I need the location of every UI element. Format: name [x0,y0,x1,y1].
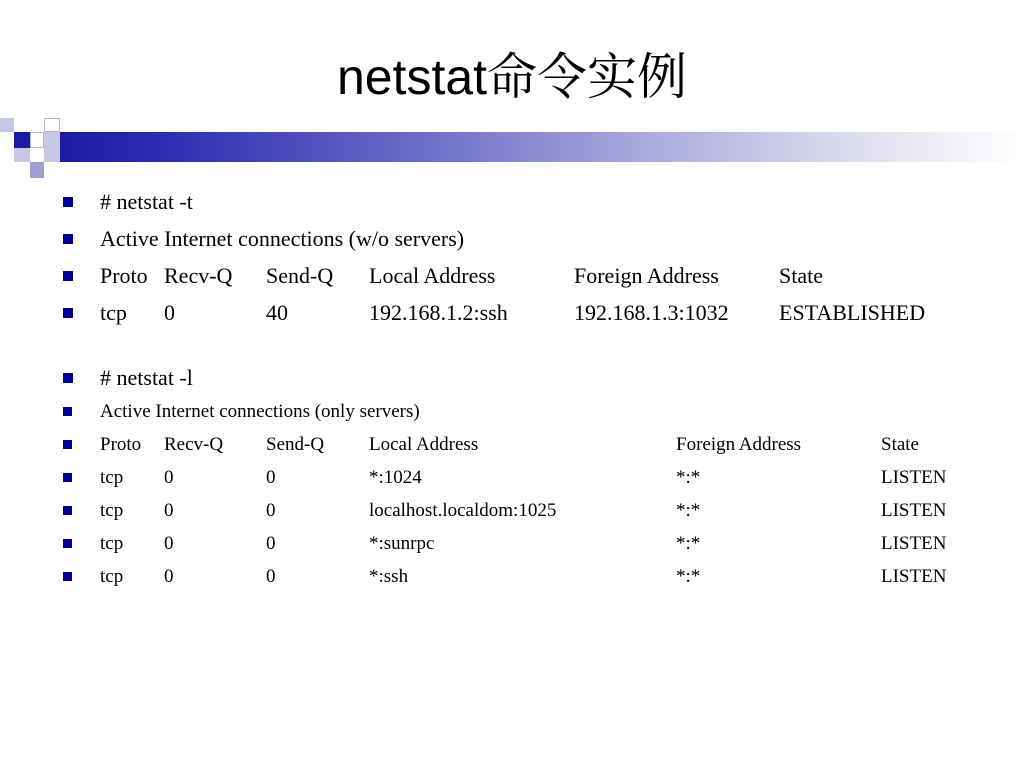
cell-local-address: localhost.localdom:1025 [369,500,557,521]
cell-foreign-address: *:* [676,533,701,554]
header-foreign-address: Foreign Address [574,263,719,288]
bullet-icon [63,373,73,383]
description-text: Active Internet connections (only servers) [100,401,420,422]
header-proto: Proto [100,263,148,288]
bullet-icon [63,197,73,207]
bullet-icon [63,506,72,515]
cell-foreign-address: *:* [676,467,701,488]
cell-state: LISTEN [881,467,947,488]
cell-send-q: 40 [266,300,288,325]
header-send-q: Send-Q [266,434,325,455]
cell-recv-q: 0 [164,467,174,488]
cell-recv-q: 0 [164,500,174,521]
cell-local-address: *:1024 [369,467,422,488]
cell-send-q: 0 [266,500,276,521]
cell-recv-q: 0 [164,566,174,587]
bullet-icon [63,308,73,318]
bullet-icon [63,234,73,244]
cell-local-address: *:ssh [369,566,409,587]
cell-state: ESTABLISHED [779,300,926,325]
cell-foreign-address: *:* [676,566,701,587]
header-state: State [779,263,823,288]
cell-state: LISTEN [881,500,947,521]
bullet-icon [63,572,72,581]
header-foreign-address: Foreign Address [676,434,802,455]
cell-proto: tcp [100,467,124,488]
bullet-icon [63,473,72,482]
header-local-address: Local Address [369,434,479,455]
cell-send-q: 0 [266,566,276,587]
header-recv-q: Recv-Q [164,263,233,288]
header-state: State [881,434,919,455]
cell-proto: tcp [100,300,127,325]
cell-local-address: *:sunrpc [369,533,435,554]
cell-proto: tcp [100,566,124,587]
cell-proto: tcp [100,533,124,554]
cell-recv-q: 0 [164,300,175,325]
command-text: # netstat -l [100,365,193,390]
cell-state: LISTEN [881,533,947,554]
description-text: Active Internet connections (w/o servers) [100,226,465,251]
cell-foreign-address: 192.168.1.3:1032 [574,300,729,325]
bullet-icon [63,407,72,416]
cell-foreign-address: *:* [676,500,701,521]
header-local-address: Local Address [369,263,496,288]
bullet-icon [63,539,72,548]
cell-proto: tcp [100,500,124,521]
command-text: # netstat -t [100,189,193,214]
header-recv-q: Recv-Q [164,434,224,455]
slide-title: netstat命令实例 [336,49,688,105]
cell-send-q: 0 [266,533,276,554]
header-send-q: Send-Q [266,263,334,288]
cell-local-address: 192.168.1.2:ssh [369,300,508,325]
cell-state: LISTEN [881,566,947,587]
cell-recv-q: 0 [164,533,174,554]
header-proto: Proto [100,434,142,455]
bullet-icon [63,271,73,281]
bullet-icon [63,440,72,449]
cell-send-q: 0 [266,467,276,488]
